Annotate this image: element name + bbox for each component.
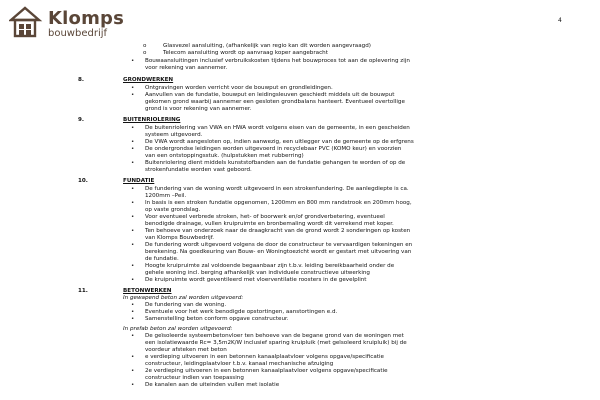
bullet-icon: • [131,302,135,308]
subsection-heading: In gewapend beton zal worden uitgevoerd: [123,295,244,301]
bullet-icon: • [131,242,135,248]
list-item-cont: constructeur indien van toepassing [145,375,244,381]
bullet-icon: • [131,200,135,206]
bullet-icon: • [131,263,135,269]
section-number: 9. [78,117,85,123]
bullet-icon: • [131,382,135,388]
section-title: BUITENRIOLERING [123,117,181,123]
list-item: De VWA wordt aangesloten op, indien aanwezig, een uitlegger van de gemeente op de erfgrens [145,139,414,145]
list-item: Ten behoeve van onderzoek naar de draagkracht van de grond wordt 2 sonderingen op kosten [145,228,411,234]
list-item-cont: berekening. Na goedkeuring van Bouw- en Woningtoezicht wordt er gestart met uitvoering van [145,249,412,255]
house-logo-icon [9,5,43,39]
list-item-cont: strokenfundatie worden vast geboord. [145,167,252,173]
list-item: De kruipruimte wordt geventileerd met vloerventilatie roosters in de gevelplint [145,277,367,283]
list-item-cont: de fundatie. [145,256,179,262]
list-item: Buitenriolering dient middels kunststofbanden aan de fundatie gehangen te worden of op de [145,160,406,166]
list-item: De kanalen aan de uiteinden vullen met isolatie [145,382,280,388]
list-item: e verdieping uitvoeren in een betonnen kanaalplaatvloer volgens opgave/specificatie [145,354,384,360]
page-number: 4 [558,17,562,24]
list-item: Aanvullen van de fundatie, bouwput en leidingsleuven geschiedt middels uit de bouwput [145,92,395,98]
bullet-icon: • [131,368,135,374]
list-item: 2e verdieping uitvoeren in een betonnen kanaalplaatvloer volgens opgave/specificatie [145,368,388,374]
list-item-cont: van een ontstoppingsstuk. (hulpstukken met rubberring) [145,153,304,159]
subsection-heading: In prefab beton zal worden uitgevoerd: [123,326,233,332]
list-item-cont: constructeur, leidingplaatvloer t.b.v. kanaal mechanische afzuiging [145,361,334,367]
section-number: 11. [78,288,88,294]
list-item-cont: een isolatiewaarde Rc= 3,5m2K/W inclusief sparing kruipluik (met geïsoleerd kruipluik) bij de [145,340,407,346]
list-item: Ontgravingen worden verricht voor de bouwput en grondleidingen. [145,85,333,91]
list-item-cont: gekomen grond waarbij aannemer een gesloten grondbalans hanteert. Eventueel overtollige [145,99,405,105]
list-item-cont: benodigde drainage, vullen kruipruimte en bronbemaling wordt dit verrekend met koper. [145,221,394,227]
circle-bullet-icon: o [143,50,147,56]
list-item: De geïsoleerde systeembetonvloer ten behoeve van de begane grond van de woningen met [145,333,404,339]
list-item-cont: 1200mm –Peil. [145,193,187,199]
bullet-icon: • [131,58,135,64]
bullet-icon: • [131,186,135,192]
section-number: 10. [78,178,88,184]
list-item-cont: voor rekening van aannemer. [145,65,228,71]
list-item: De ondergrondse leidingen worden uitgevoerd in recyclebaar PVC (KOMO keur) en voorzien [145,146,402,152]
bullet-icon: • [131,309,135,315]
list-item: Samenstelling beton conform opgave constructeur. [145,316,289,322]
list-item: Hoogte kruipruimte zal voldoende begaanbaar zijn t.b.v. leiding bereikbaarheid onder de [145,263,395,269]
circle-bullet-icon: o [143,43,147,49]
sub-item: Telecom aansluiting wordt op aanvraag koper aangebracht [163,50,328,56]
list-item-cont: voordeur afsteken met beton [145,347,227,353]
bullet-icon: • [131,214,135,220]
list-item-cont: van Klomps Bouwbedrijf. [145,235,215,241]
brand-name: Klomps [48,8,125,29]
list-item: De buitenriolering van VWA en HWA wordt volgens eisen van de gemeente, in een gescheiden [145,125,410,131]
section-title: GRONDWERKEN [123,77,174,83]
section-title: BETONWERKEN [123,288,172,294]
list-item: De fundering van de woning wordt uitgevoerd in een strokenfundering. De aanlegdiepte is ca. [145,186,409,192]
sub-item: Glasvezel aansluiting, (afhankelijk van regio kan dit worden aangevraagd) [163,43,371,49]
bullet-icon: • [131,316,135,322]
list-item: De fundering wordt uitgevoerd volgens de door de constructeur te vervaardigen tekeningen en [145,242,413,248]
list-item-cont: op vaste grondslag. [145,207,201,213]
bullet-icon: • [131,228,135,234]
list-item: Bouwaansluitingen inclusief verbruikskosten tijdens het bouwproces tot aan de oplevering zijn [145,58,410,64]
bullet-icon: • [131,354,135,360]
bullet-icon: • [131,277,135,283]
brand-subtitle: bouwbedrijf [48,28,108,39]
list-item: Voor eventueel verbrede stroken, het- of boorwerk en/of grondverbetering, eventueel [145,214,385,220]
bullet-icon: • [131,85,135,91]
list-item-cont: gehele woning incl. berging afhankelijk van individuele constructieve uitwerking [145,270,370,276]
list-item: In basis is een stroken fundatie opgenomen, 1200mm en 800 mm randstrook en 200mm hoog, [145,200,412,206]
list-item-cont: grond is voor rekening van aannemer. [145,106,252,112]
list-item-cont: systeem uitgevoerd. [145,132,203,138]
section-number: 8. [78,77,85,83]
bullet-icon: • [131,92,135,98]
bullet-icon: • [131,139,135,145]
bullet-icon: • [131,146,135,152]
company-logo [9,5,159,41]
section-title: FUNDATIE [123,178,155,184]
list-item: Eventuele voor het werk benodigde opstortingen, aanstortingen e.d. [145,309,338,315]
list-item: De fundering van de woning. [145,302,227,308]
bullet-icon: • [131,333,135,339]
bullet-icon: • [131,160,135,166]
bullet-icon: • [131,125,135,131]
